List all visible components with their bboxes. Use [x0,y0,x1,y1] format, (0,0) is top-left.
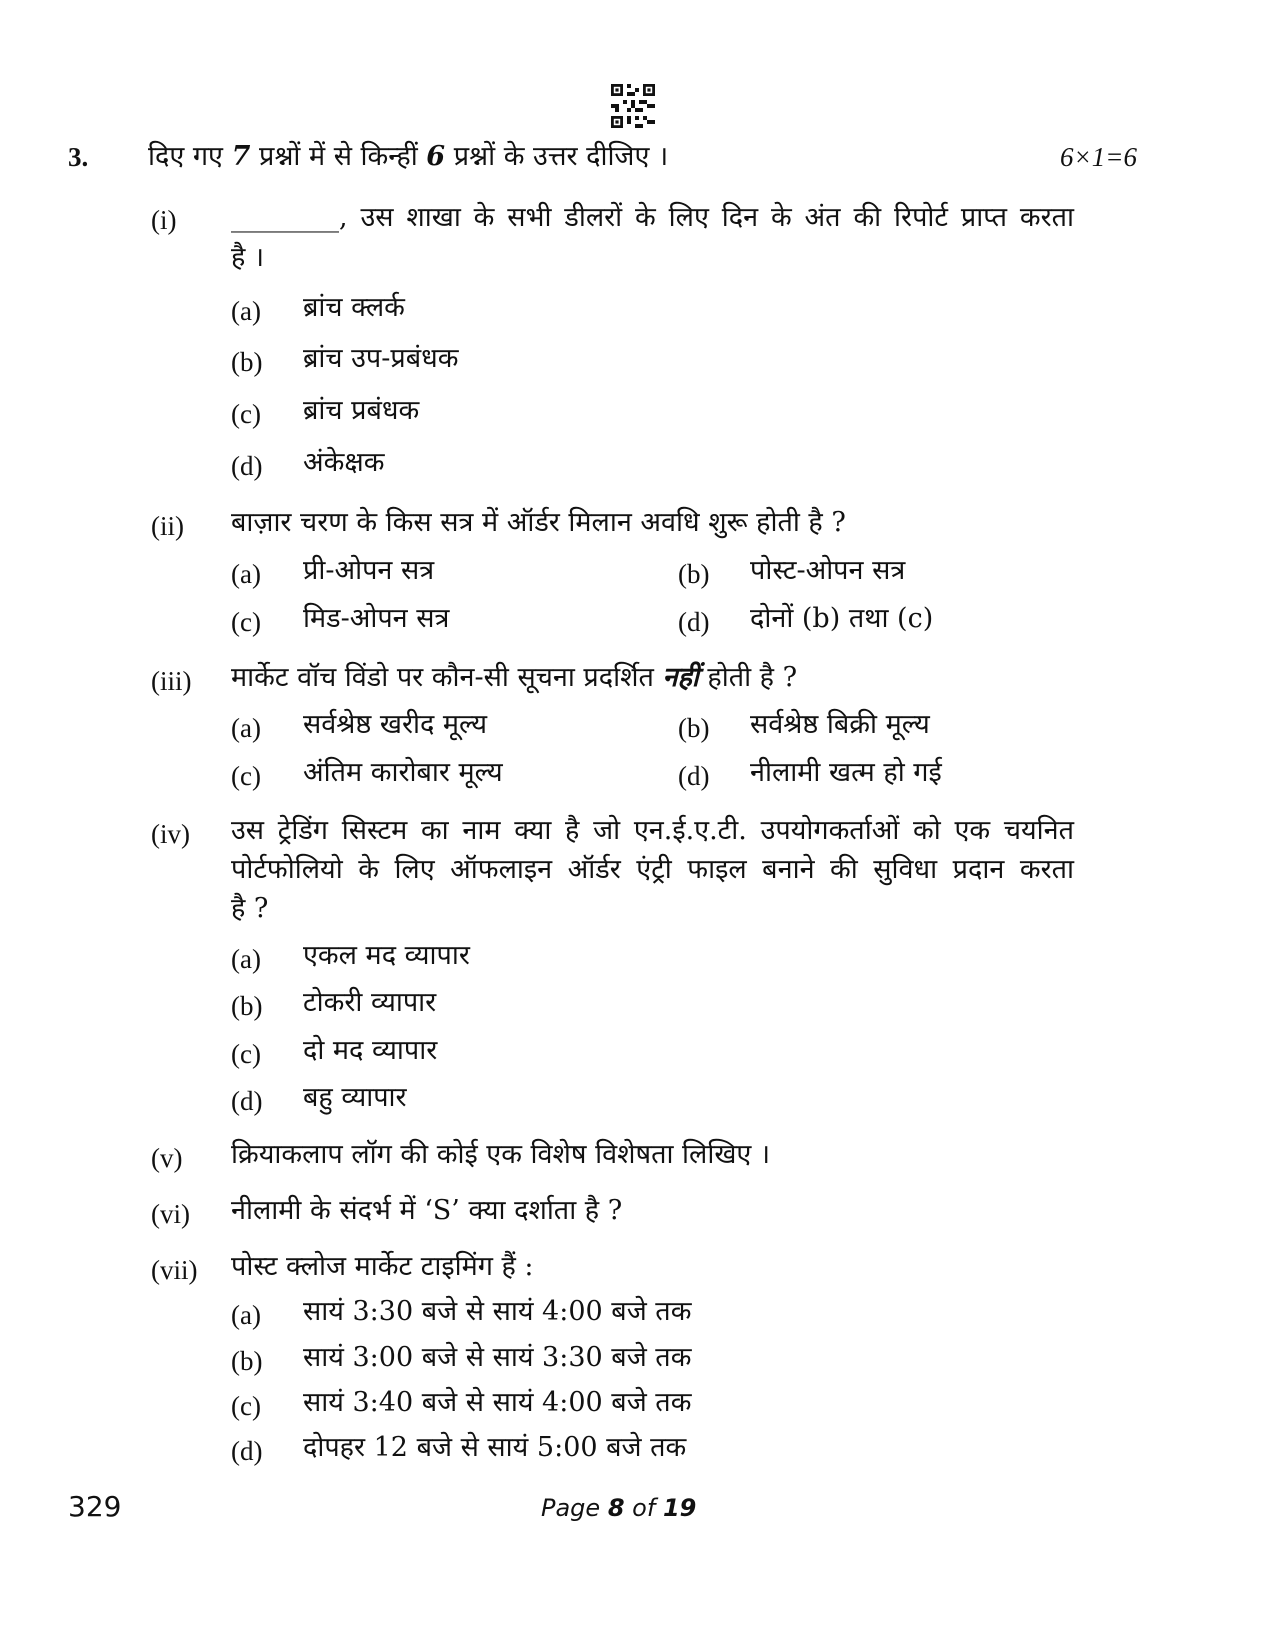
option-text: बहु व्यापार [303,1082,407,1113]
item-question-line: बाज़ार चरण के किस सत्र में ऑर्डर मिलान अवधि शुरू होती है ? [231,507,846,538]
option-label: (c) [231,399,261,429]
option-text: सायं 3:30 बजे से सायं 4:00 बजे तक [303,1296,692,1327]
option-label: (d) [231,1436,263,1466]
marks-allocation: 6×1=6 [1060,142,1137,172]
page-indicator [541,1494,696,1522]
emphasis-text: नहीं [662,662,699,693]
option-text: दोपहर 12 बजे से सायं 5:00 बजे तक [303,1432,687,1463]
item-question-line: उस ट्रेडिंग सिस्टम का नाम क्या है जो एन.ई.ए.टी. उपयोगकर्ताओं को एक चयनित [231,815,1074,846]
item-question-line [231,658,797,698]
option-label: (d) [678,761,710,791]
option-label: (a) [231,1300,261,1330]
item-number: (iii) [151,666,192,696]
option-text: नीलामी खत्म हो गई [750,757,942,788]
item-question-line: ________, उस शाखा के सभी डीलरों के लिए दिन के अंत की रिपोर्ट प्राप्त करता [231,202,1074,233]
item-number: (v) [151,1143,183,1173]
item-number: (iv) [151,819,190,849]
item-number: (ii) [151,511,184,541]
item-question-line: पोस्ट क्लोज मार्केट टाइमिंग हैं : [231,1251,534,1282]
option-text: प्री-ओपन सत्र [303,555,435,586]
option-text: अंकेक्षक [303,447,385,478]
option-text: दोनों (b) तथा (c) [750,603,934,634]
option-text: पोस्ट-ओपन सत्र [750,555,906,586]
option-label: (b) [231,347,263,377]
option-text: टोकरी व्यापार [303,987,437,1018]
question-text: मार्केट वॉच विंडो पर कौन-सी सूचना प्रदर्शित [231,662,654,693]
item-number: (vii) [151,1255,198,1285]
option-label: (d) [678,607,710,637]
page-current: 8 [607,1494,625,1522]
page-of: of [632,1494,656,1522]
option-label: (c) [231,1391,261,1421]
option-label: (b) [678,559,710,589]
page-prefix: Page [541,1494,601,1522]
item-question-line: है ? [231,893,269,924]
paper-code: 329 [68,1490,122,1523]
instruction-total: 7 [231,141,251,172]
question-text: होती है ? [707,662,798,693]
option-label: (c) [231,1039,261,1069]
option-label: (d) [231,451,263,481]
option-label: (a) [231,559,261,589]
question-instruction [148,137,668,177]
option-text: ब्रांच क्लर्क [303,292,405,323]
option-label: (a) [231,296,261,326]
option-text: सर्वश्रेष्ठ बिक्री मूल्य [750,709,930,740]
item-question-line: नीलामी के संदर्भ में ‘S’ क्या दर्शाता है ? [231,1195,623,1226]
instruction-text: दिए गए [148,141,223,172]
option-label: (d) [231,1086,263,1116]
item-question-line: क्रियाकलाप लॉग की कोई एक विशेष विशेषता लिखिए । [231,1139,771,1170]
option-text: एकल मद व्यापार [303,940,470,971]
option-text: सायं 3:00 बजे से सायं 3:30 बजे तक [303,1342,692,1373]
option-text: ब्रांच उप-प्रबंधक [303,343,459,374]
option-text: सर्वश्रेष्ठ खरीद मूल्य [303,709,488,740]
option-text: सायं 3:40 बजे से सायं 4:00 बजे तक [303,1387,692,1418]
option-label: (b) [678,713,710,743]
option-label: (c) [231,607,261,637]
option-label: (b) [231,1346,263,1376]
option-label: (a) [231,713,261,743]
instruction-text: प्रश्नों के उत्तर दीजिए । [453,141,669,172]
option-text: ब्रांच प्रबंधक [303,395,420,426]
instruction-text: प्रश्नों में से किन्हीं [258,141,418,172]
qr-code [611,84,655,128]
question-number: 3. [68,142,89,172]
option-label: (b) [231,991,263,1021]
instruction-count: 6 [426,141,446,172]
item-number: (vi) [151,1199,190,1229]
page-total: 19 [662,1494,697,1522]
item-question-line: पोर्टफोलियो के लिए ऑफलाइन ऑर्डर एंट्री फाइल बनाने की सुविधा प्रदान करता [231,854,1074,885]
option-text: मिड-ओपन सत्र [303,603,450,634]
item-question-line: है । [231,242,265,273]
option-label: (c) [231,761,261,791]
option-text: दो मद व्यापार [303,1035,438,1066]
item-number: (i) [151,205,177,235]
option-label: (a) [231,944,261,974]
option-text: अंतिम कारोबार मूल्य [303,757,503,788]
